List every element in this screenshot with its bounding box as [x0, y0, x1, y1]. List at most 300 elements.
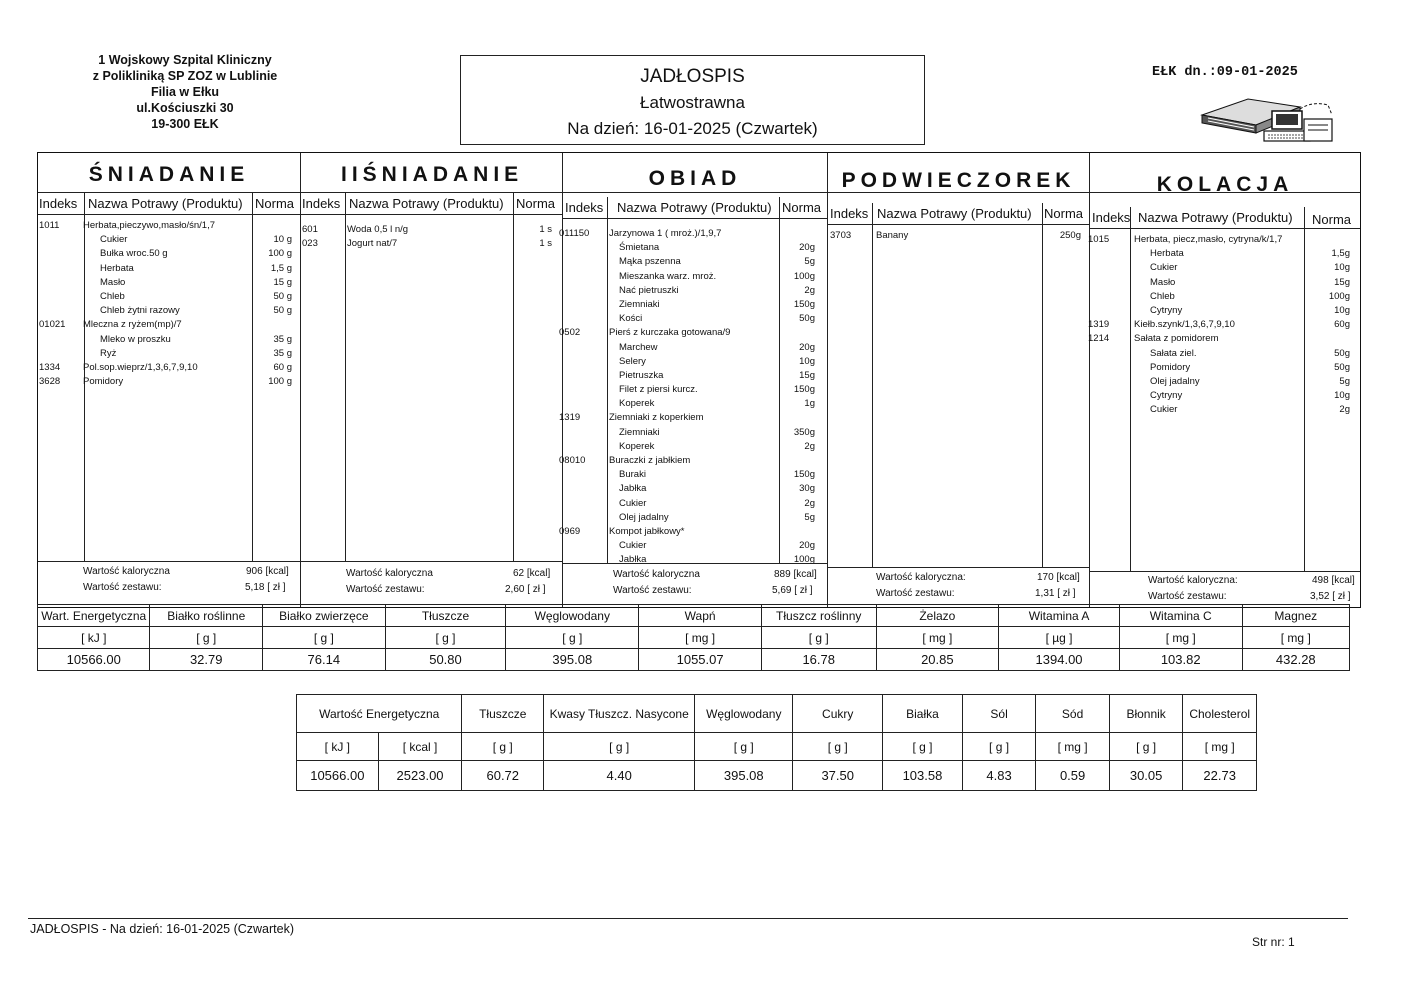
cost-value: 1,31 [ zł ] [1035, 588, 1076, 599]
meal-title: KOLACJA [1090, 153, 1360, 193]
item-norm: 15g [799, 369, 815, 381]
nutrient-value: 30.05 [1109, 761, 1183, 791]
menu-item-row [1090, 361, 1360, 375]
item-name: Cytryny [1150, 390, 1183, 402]
header-indeks: Indeks [302, 196, 341, 211]
item-name: Olej jadalny [1150, 375, 1200, 387]
nutrition-header-row [38, 605, 1350, 627]
nutrient-header: Magnez [1242, 605, 1349, 627]
nutrient-header: Białko zwierzęce [262, 605, 385, 627]
item-name: Ziemniaki [619, 298, 660, 310]
nutrient-header: Białka [883, 695, 963, 733]
menu-item-row [563, 355, 827, 369]
header-indeks: Indeks [39, 196, 78, 211]
item-index: 1319 [559, 412, 581, 424]
nutrient-unit: [ g ] [544, 733, 695, 761]
meal-title: OBIAD [563, 153, 827, 193]
diet-name: Łatwostrawna [640, 93, 745, 112]
nutrient-unit: [ mg ] [1036, 733, 1110, 761]
item-norm: 20g [799, 242, 815, 254]
nutrient-unit: [ g ] [962, 733, 1036, 761]
item-name: Jogurt nat/7 [347, 238, 398, 250]
item-norm: 20g [799, 341, 815, 353]
item-name: Chleb żytni razowy [100, 305, 180, 317]
nutrition-unit-row [38, 627, 1350, 649]
nutrient-unit: [ g ] [761, 627, 876, 649]
menu-item-row [563, 468, 827, 482]
nutrient-unit: [ mg ] [876, 627, 999, 649]
item-norm: 250g [1059, 230, 1081, 241]
nutrient-value: 10566.00 [297, 761, 379, 791]
nutrient-unit: [ g ] [462, 733, 544, 761]
item-norm: 50 g [273, 305, 292, 317]
item-name: Bułka wroc.50 g [100, 248, 168, 260]
item-norm: 1,5 g [270, 262, 292, 274]
meal-column-obiad [559, 153, 827, 607]
cost-value: 3,52 [ zł ] [1310, 591, 1351, 602]
menu-item-row [559, 326, 827, 340]
item-name: Chleb [1150, 290, 1175, 302]
item-name: Nać pietruszki [619, 284, 679, 296]
nutrient-header: Cukry [793, 695, 883, 733]
item-name: Kompot jabłkowy* [609, 525, 685, 537]
item-index: 1214 [1088, 333, 1110, 345]
item-norm: 1 s [539, 238, 552, 250]
menu-item-row [38, 318, 300, 332]
item-name: Cukier [100, 234, 128, 246]
item-norm: 35 g [273, 347, 292, 359]
meal-column-sniadanie [38, 153, 300, 607]
nutrient-unit: [ g ] [385, 627, 506, 649]
item-index: 011150 [559, 228, 590, 239]
meal-title: IIŚNIADANIE [301, 153, 562, 193]
item-norm: 50g [799, 313, 815, 325]
item-name: Chleb [100, 290, 125, 302]
item-name: Mleko w proszku [100, 333, 171, 345]
menu-item-row [1090, 304, 1360, 318]
nutrient-unit: [ mg ] [1242, 627, 1349, 649]
kcal-label: Wartość kaloryczna: [876, 572, 966, 583]
menu-item-row [1090, 375, 1360, 389]
header-nazwa: Nazwa Potrawy (Produktu) [349, 196, 504, 211]
item-norm: 10 g [273, 234, 292, 246]
item-index: 1011 [39, 220, 60, 231]
menu-item-row [563, 284, 827, 298]
meal-summary [301, 561, 562, 607]
menu-item-row [563, 440, 827, 454]
item-index: 0969 [559, 525, 581, 537]
nutrient-unit: [ g ] [793, 733, 883, 761]
item-norm: 150g [793, 298, 815, 310]
nutrition-table-main [37, 604, 1350, 671]
hospital-line: 1 Wojskowy Szpital Kliniczny [98, 53, 272, 67]
column-headers [38, 193, 300, 215]
menu-item-row [563, 312, 827, 326]
nutrient-value: 20.85 [876, 649, 999, 671]
item-norm: 50 g [273, 290, 292, 302]
item-name: Mleczna z ryżem(mp)/7 [83, 319, 182, 331]
hospital-line: z Polikliniką SP ZOZ w Lublinie [92, 69, 278, 83]
item-name: Jabłka [619, 554, 647, 566]
meal-rows [559, 227, 827, 568]
menu-item-row [1090, 247, 1360, 261]
item-name: Marchew [619, 341, 658, 353]
nutrient-value: 4.40 [544, 761, 695, 791]
nutrient-value: 16.78 [761, 649, 876, 671]
menu-item-row [1090, 261, 1360, 275]
menu-item-row [563, 241, 827, 255]
menu-item-row [301, 223, 562, 237]
meal-rows [301, 223, 562, 251]
menu-item-row [1090, 347, 1360, 361]
nutrient-value: 10566.00 [38, 649, 150, 671]
menu-item-row [563, 539, 827, 553]
item-norm: 1,5g [1331, 248, 1350, 260]
meal-grid [37, 152, 1361, 608]
cost-value: 2,60 [ zł ] [505, 584, 546, 595]
nutrient-value: 103.58 [883, 761, 963, 791]
nutrient-header: Węglowodany [695, 695, 793, 733]
item-name: Pietruszka [619, 369, 664, 381]
nutrient-value: 50.80 [385, 649, 506, 671]
item-norm: 20g [799, 540, 815, 552]
column-headers [563, 197, 827, 219]
header-indeks: Indeks [1092, 210, 1131, 225]
nutrient-header: Cholesterol [1183, 695, 1257, 733]
menu-item-row [1090, 318, 1360, 332]
header-norma: Norma [255, 196, 295, 211]
item-norm: 100g [793, 270, 815, 282]
item-norm: 2g [804, 440, 815, 452]
nutrient-header: Sód [1036, 695, 1110, 733]
item-name: Pomidory [83, 376, 124, 388]
nutrient-unit: [ mg ] [639, 627, 762, 649]
nutrient-header: Tłuszcze [462, 695, 544, 733]
menu-item-row [559, 525, 827, 539]
item-norm: 2g [804, 497, 815, 509]
item-name: Herbata, piecz,masło, cytryna/k/1,7 [1134, 234, 1283, 245]
item-name: Olej jadalny [619, 511, 669, 523]
nutrition-unit-row [297, 733, 1257, 761]
menu-item-row [828, 229, 1089, 243]
kcal-label: Wartość kaloryczna: [1148, 575, 1238, 586]
nutrient-value: 0.59 [1036, 761, 1110, 791]
menu-item-row [1090, 403, 1360, 417]
meal-summary [828, 567, 1089, 607]
menu-item-row [38, 262, 300, 276]
item-name: Śmietana [619, 242, 660, 254]
menu-item-row [563, 270, 827, 284]
meal-rows [828, 229, 1089, 243]
hospital-line: 19-300 EŁK [151, 117, 219, 131]
item-name: Pol.sop.wieprz/1,3,6,7,9,10 [83, 361, 198, 373]
nutrient-header: Wartość Energetyczna [297, 695, 462, 733]
item-name: Cytryny [1150, 304, 1183, 316]
item-norm: 100g [793, 554, 815, 566]
item-name: Ziemniaki z koperkiem [609, 412, 704, 424]
kcal-value: 62 [kcal] [513, 568, 551, 579]
cost-label: Wartość zestawu: [876, 588, 955, 599]
item-index: 601 [302, 224, 318, 235]
item-norm: 1 s [539, 224, 552, 235]
nutrient-unit: [ kJ ] [38, 627, 150, 649]
meal-summary [38, 561, 300, 607]
cost-label: Wartość zestawu: [1148, 591, 1227, 602]
menu-item-row [38, 304, 300, 318]
item-name: Cukier [1150, 404, 1178, 416]
menu-item-row [559, 454, 827, 468]
item-name: Koperek [619, 440, 655, 452]
nutrient-value: 395.08 [695, 761, 793, 791]
column-headers [301, 193, 562, 215]
nutrient-value: 22.73 [1183, 761, 1257, 791]
nutrient-header: Sól [962, 695, 1036, 733]
item-norm: 5g [804, 256, 815, 268]
kcal-label: Wartość kaloryczna [83, 566, 170, 577]
cost-value: 5,69 [ zł ] [772, 585, 813, 596]
item-norm: 15 g [273, 276, 292, 288]
nutrient-value: 103.82 [1119, 649, 1242, 671]
nutrient-header: Wart. Energetyczna [38, 605, 150, 627]
item-name: Woda 0,5 l n/g [347, 224, 409, 235]
meal-rows [38, 219, 300, 389]
item-name: Herbata,pieczywo,masło/śn/1,7 [83, 220, 216, 231]
header-nazwa: Nazwa Potrawy (Produktu) [88, 196, 243, 211]
item-name: Jarzynowa 1 ( mroż.)/1,9,7 [609, 228, 722, 239]
nutrient-unit: [ mg ] [1119, 627, 1242, 649]
document-title: JADŁOSPIS [640, 66, 745, 87]
meal-column-podwieczorek [827, 153, 1089, 607]
header-norma: Norma [782, 200, 822, 215]
nutrient-value: 76.14 [262, 649, 385, 671]
item-name: Selery [619, 355, 646, 367]
menu-date: Na dzień: 16-01-2025 (Czwartek) [567, 119, 818, 138]
menu-item-row [1090, 389, 1360, 403]
item-name: Jabłka [619, 483, 647, 495]
menu-item-row [563, 341, 827, 355]
menu-item-row [38, 290, 300, 304]
item-index: 3628 [39, 376, 61, 388]
item-norm: 150g [793, 469, 815, 481]
header-indeks: Indeks [830, 206, 869, 221]
meal-column-kolacja [1089, 153, 1360, 607]
issue-date-stamp: EŁK dn.:09-01-2025 [1152, 65, 1298, 80]
item-name: Mieszanka warz. mroż. [619, 270, 717, 282]
nutrient-value: 60.72 [462, 761, 544, 791]
item-name: Buraki [619, 469, 646, 481]
meal-title: ŚNIADANIE [38, 153, 300, 193]
hospital-line: ul.Kościuszki 30 [136, 101, 234, 115]
menu-item-row [563, 397, 827, 411]
item-norm: 150g [793, 384, 815, 396]
meal-summary [563, 563, 827, 607]
column-headers [828, 203, 1089, 225]
item-name: Buraczki z jabłkiem [609, 455, 691, 466]
nutrient-unit: [ kcal ] [378, 733, 462, 761]
nutrient-value: 432.28 [1242, 649, 1349, 671]
nutrient-unit: [ g ] [506, 627, 639, 649]
hospital-address [70, 52, 300, 132]
nutrient-unit: [ g ] [1109, 733, 1183, 761]
item-norm: 10g [799, 355, 815, 367]
nutrient-value: 2523.00 [378, 761, 462, 791]
footer-title: JADŁOSPIS - Na dzień: 16-01-2025 (Czwartek) [30, 922, 294, 936]
nutrient-unit: [ g ] [262, 627, 385, 649]
nutrient-value: 395.08 [506, 649, 639, 671]
item-name: Pomidory [1150, 361, 1191, 373]
item-norm: 10g [1334, 304, 1350, 316]
nutrient-header: Tłuszcze [385, 605, 506, 627]
header-nazwa: Nazwa Potrawy (Produktu) [1138, 210, 1293, 225]
nutrient-header: Witamina C [1119, 605, 1242, 627]
nutrient-header: Kwasy Tłuszcz. Nasycone [544, 695, 695, 733]
item-norm: 1g [804, 398, 815, 410]
item-norm: 35 g [273, 333, 292, 345]
kcal-label: Wartość kaloryczna [613, 569, 700, 580]
item-index: 08010 [559, 455, 586, 466]
item-name: Kości [619, 313, 643, 325]
menu-item-row [38, 219, 300, 233]
menu-item-row [559, 227, 827, 241]
item-name: Herbata [1150, 248, 1184, 260]
cost-label: Wartość zestawu: [346, 584, 425, 595]
page-number: Str nr: 1 [1252, 935, 1295, 949]
menu-item-row [563, 511, 827, 525]
item-index: 1319 [1088, 319, 1110, 331]
meal-summary [1090, 571, 1360, 607]
nutrient-unit: [ g ] [695, 733, 793, 761]
nutrient-header: Witamina A [999, 605, 1120, 627]
item-name: Kiełb.szynk/1,3,6,7,9,10 [1134, 319, 1235, 331]
menu-item-row [38, 375, 300, 389]
item-norm: 50g [1334, 361, 1350, 373]
nutrient-value: 1055.07 [639, 649, 762, 671]
meal-rows [1090, 233, 1360, 417]
item-norm: 10g [1334, 390, 1350, 402]
item-name: Banany [876, 230, 909, 241]
item-norm: 2g [1339, 404, 1350, 416]
kcal-value: 889 [kcal] [774, 569, 817, 580]
item-name: Cukier [1150, 262, 1178, 274]
menu-item-row [1090, 276, 1360, 290]
nutrient-header: Błonnik [1109, 695, 1183, 733]
menu-item-row [38, 233, 300, 247]
item-name: Herbata [100, 262, 134, 274]
item-norm: 30g [799, 483, 815, 495]
menu-item-row [38, 361, 300, 375]
item-name: Ziemniaki [619, 426, 660, 438]
header-norma: Norma [1312, 212, 1352, 227]
item-name: Filet z piersi kurcz. [619, 384, 698, 396]
nutrient-unit: [ g ] [883, 733, 963, 761]
nutrient-header: Tłuszcz roślinny [761, 605, 876, 627]
header-nazwa: Nazwa Potrawy (Produktu) [877, 206, 1032, 221]
nutrient-value: 1394.00 [999, 649, 1120, 671]
item-index: 0502 [559, 327, 581, 339]
item-index: 3703 [830, 230, 852, 241]
nutrient-value: 37.50 [793, 761, 883, 791]
nutrient-header: Żelazo [876, 605, 999, 627]
menu-item-row [1090, 290, 1360, 304]
nutrition-table-label [296, 694, 1257, 791]
item-index: 1334 [39, 361, 61, 373]
meal-title: PODWIECZOREK [828, 153, 1089, 193]
menu-item-row [38, 247, 300, 261]
nutrient-unit: [ kJ ] [297, 733, 379, 761]
kcal-value: 170 [kcal] [1037, 572, 1080, 583]
nutrient-unit: [ µg ] [999, 627, 1120, 649]
nutrient-value: 4.83 [962, 761, 1036, 791]
menu-item-row [1090, 332, 1360, 346]
menu-item-row [38, 347, 300, 361]
title-box [460, 55, 925, 145]
menu-item-row [563, 383, 827, 397]
item-norm: 60g [1334, 319, 1350, 331]
nutrient-unit: [ mg ] [1183, 733, 1257, 761]
item-norm: 5g [804, 511, 815, 523]
item-norm: 60 g [273, 361, 292, 373]
item-norm: 2g [804, 284, 815, 296]
menu-item-row [38, 276, 300, 290]
item-norm: 350g [793, 426, 815, 438]
item-name: Cukier [619, 497, 647, 509]
footer-divider [28, 918, 1348, 919]
menu-item-row [563, 298, 827, 312]
item-norm: 50g [1334, 347, 1350, 359]
menu-item-row [1090, 233, 1360, 247]
header-norma: Norma [1044, 206, 1084, 221]
item-name: Ryż [100, 347, 117, 359]
item-index: 01021 [39, 319, 66, 331]
item-index: 023 [302, 238, 318, 250]
menu-item-row [563, 369, 827, 383]
menu-item-row [563, 255, 827, 269]
item-name: Sałata z pomidorem [1134, 333, 1219, 345]
computer-books-icon [1200, 97, 1335, 152]
item-index: 1015 [1088, 234, 1110, 245]
item-norm: 15g [1334, 276, 1350, 288]
header-norma: Norma [516, 196, 556, 211]
header-nazwa: Nazwa Potrawy (Produktu) [617, 200, 772, 215]
item-name: Mąka pszenna [619, 256, 681, 268]
cost-label: Wartość zestawu: [613, 585, 692, 596]
nutrient-unit: [ g ] [150, 627, 262, 649]
cost-value: 5,18 [ zł ] [245, 582, 286, 593]
nutrient-header: Węglowodany [506, 605, 639, 627]
kcal-label: Wartość kaloryczna [346, 568, 433, 579]
item-norm: 10g [1334, 262, 1350, 274]
item-name: Sałata ziel. [1150, 347, 1197, 359]
nutrient-header: Białko roślinne [150, 605, 262, 627]
menu-item-row [38, 333, 300, 347]
nutrition-value-row [297, 761, 1257, 791]
menu-item-row [563, 426, 827, 440]
header-indeks: Indeks [565, 200, 604, 215]
item-norm: 100 g [268, 376, 292, 388]
item-norm: 100 g [268, 248, 292, 260]
cost-label: Wartość zestawu: [83, 582, 162, 593]
item-name: Pierś z kurczaka gotowana/9 [609, 327, 731, 339]
nutrient-header: Wapń [639, 605, 762, 627]
hospital-line: Filia w Ełku [150, 85, 220, 99]
meal-column-ii-sniadanie [300, 153, 562, 607]
nutrition-header-row [297, 695, 1257, 733]
menu-item-row [563, 482, 827, 496]
item-name: Koperek [619, 398, 655, 410]
item-name: Masło [100, 276, 126, 288]
kcal-value: 498 [kcal] [1312, 575, 1355, 586]
nutrient-value: 32.79 [150, 649, 262, 671]
